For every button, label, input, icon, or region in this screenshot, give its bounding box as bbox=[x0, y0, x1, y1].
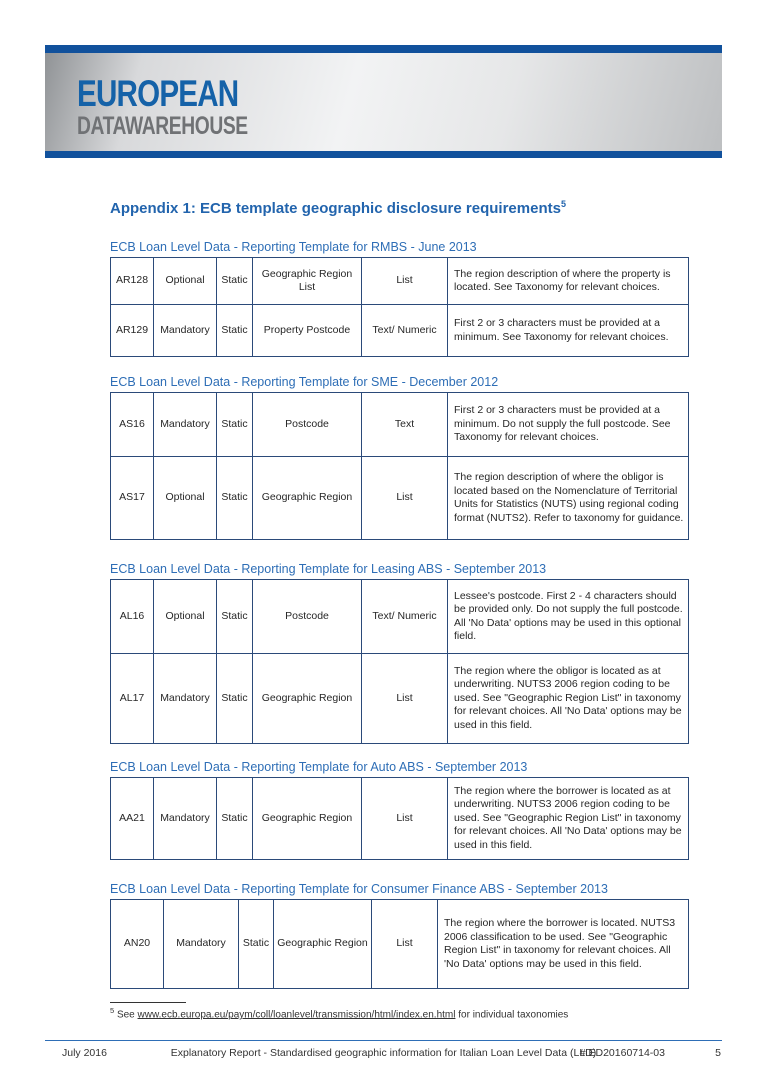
table-consumer-finance-abs bbox=[110, 899, 689, 989]
field-code-cell: AN20 bbox=[111, 900, 164, 989]
table-row bbox=[111, 654, 689, 744]
requirement-cell: Optional bbox=[154, 258, 217, 305]
page-title bbox=[110, 195, 688, 218]
table-row bbox=[111, 258, 689, 305]
requirement-cell: Optional bbox=[154, 580, 217, 654]
page-content bbox=[110, 195, 688, 989]
description-cell: The region description of where the property is located. See Taxonomy for relevant choices. bbox=[448, 258, 689, 305]
field-name-cell: Geographic Region List bbox=[253, 258, 362, 305]
table-row bbox=[111, 305, 689, 357]
table-row bbox=[111, 778, 689, 860]
description-cell: The region where the borrower is located. NUTS3 2006 classification to be used. See "Geographic Region List" in taxonomy for relevant choices. All 'No Data' options may be used in this field. bbox=[438, 900, 689, 989]
table-caption-auto-abs: ECB Loan Level Data - Reporting Template for Auto ABS - September 2013 bbox=[110, 760, 528, 774]
field-name-cell: Geographic Region bbox=[274, 900, 372, 989]
requirement-cell: Mandatory bbox=[154, 654, 217, 744]
requirement-cell: Mandatory bbox=[164, 900, 239, 989]
logo-word-european: EUROPEAN bbox=[77, 73, 239, 114]
field-code-cell: AL17 bbox=[111, 654, 154, 744]
page-title-text: Appendix 1: ECB template geographic disclosure requirements bbox=[110, 200, 561, 217]
update-type-cell: Static bbox=[217, 457, 253, 540]
field-code-cell: AR128 bbox=[111, 258, 154, 305]
update-type-cell: Static bbox=[217, 258, 253, 305]
field-name-cell: Postcode bbox=[253, 393, 362, 457]
data-type-cell: Text/ Numeric bbox=[362, 580, 448, 654]
field-code-cell: AA21 bbox=[111, 778, 154, 860]
description-cell: First 2 or 3 characters must be provided at a minimum. Do not supply the full postcode. See Taxonomy for relevant choices. bbox=[448, 393, 689, 457]
update-type-cell: Static bbox=[239, 900, 274, 989]
field-code-cell: AS17 bbox=[111, 457, 154, 540]
table-rmbs bbox=[110, 257, 689, 357]
description-cell: Lessee's postcode. First 2 - 4 characters should be provided only. Do not supply the full postcode. All 'No Data' options may be used in this optional field. bbox=[448, 580, 689, 654]
table-caption-leasing-abs: ECB Loan Level Data - Reporting Template for Leasing ABS - September 2013 bbox=[110, 562, 547, 576]
table-row bbox=[111, 900, 689, 989]
footnote-text bbox=[110, 1006, 688, 1020]
data-type-cell: List bbox=[362, 778, 448, 860]
footnote-link[interactable]: www.ecb.europa.eu/paym/coll/loanlevel/transmission/html/index.en.html bbox=[137, 1009, 456, 1021]
table-auto-abs bbox=[110, 777, 689, 860]
field-name-cell: Geographic Region bbox=[253, 654, 362, 744]
update-type-cell: Static bbox=[217, 654, 253, 744]
requirement-cell: Mandatory bbox=[154, 778, 217, 860]
update-type-cell: Static bbox=[217, 393, 253, 457]
requirement-cell: Mandatory bbox=[154, 393, 217, 457]
data-type-cell: List bbox=[362, 654, 448, 744]
footer-date: July 2016 bbox=[62, 1047, 107, 1059]
footnote-marker: 5 bbox=[110, 1006, 115, 1015]
field-name-cell: Property Postcode bbox=[253, 305, 362, 357]
data-type-cell: Text/ Numeric bbox=[362, 305, 448, 357]
logo-word-datawarehouse: DATAWAREHOUSE bbox=[77, 112, 248, 140]
table-leasing-abs bbox=[110, 579, 689, 744]
footer-report-title: Explanatory Report - Standardised geographic information for Italian Loan Level Data (LLD) bbox=[170, 1047, 597, 1059]
data-type-cell: List bbox=[362, 457, 448, 540]
footer-document-id: # ED20160714-03 bbox=[579, 1047, 665, 1059]
requirement-cell: Mandatory bbox=[154, 305, 217, 357]
description-cell: The region where the borrower is located as at underwriting. NUTS3 2006 region coding to be used. See "Geographic Region List" in taxonomy for relevant choices. All 'No Data' options may be used in this field. bbox=[448, 778, 689, 860]
field-code-cell: AR129 bbox=[111, 305, 154, 357]
table-row bbox=[111, 393, 689, 457]
table-caption-sme: ECB Loan Level Data - Reporting Template for SME - December 2012 bbox=[110, 375, 499, 389]
table-caption-consumer-finance-abs: ECB Loan Level Data - Reporting Template for Consumer Finance ABS - September 2013 bbox=[110, 882, 608, 896]
data-type-cell: Text bbox=[362, 393, 448, 457]
update-type-cell: Static bbox=[217, 778, 253, 860]
footnote bbox=[110, 1002, 688, 1020]
footer-rule bbox=[45, 1040, 722, 1041]
table-caption-rmbs: ECB Loan Level Data - Reporting Template for RMBS - June 2013 bbox=[110, 240, 477, 254]
description-cell: The region description of where the obligor is located based on the Nomenclature of Territorial Units for Statistics (NUTS) using regional coding format (NUTS2). Refer to taxonomy for guidance. bbox=[448, 457, 689, 540]
data-type-cell: List bbox=[372, 900, 438, 989]
field-name-cell: Postcode bbox=[253, 580, 362, 654]
data-type-cell: List bbox=[362, 258, 448, 305]
table-sme bbox=[110, 392, 689, 540]
table-row bbox=[111, 457, 689, 540]
footnote-suffix: for individual taxonomies bbox=[455, 1009, 569, 1021]
field-code-cell: AS16 bbox=[111, 393, 154, 457]
field-name-cell: Geographic Region bbox=[253, 457, 362, 540]
requirement-cell: Optional bbox=[154, 457, 217, 540]
description-cell: The region where the obligor is located as at underwriting. NUTS3 2006 region coding to be used. See "Geographic Region List" in taxonomy for relevant choices. All 'No Data' options may be used in this field. bbox=[448, 654, 689, 744]
field-code-cell: AL16 bbox=[111, 580, 154, 654]
table-row bbox=[111, 580, 689, 654]
field-name-cell: Geographic Region bbox=[253, 778, 362, 860]
footnote-separator bbox=[110, 1002, 186, 1003]
page-title-footnote-marker: 5 bbox=[560, 199, 566, 209]
update-type-cell: Static bbox=[217, 305, 253, 357]
header-banner bbox=[45, 45, 722, 158]
footnote-prefix: See bbox=[116, 1009, 138, 1021]
update-type-cell: Static bbox=[217, 580, 253, 654]
footer-page-number: 5 bbox=[715, 1047, 721, 1059]
european-datawarehouse-logo bbox=[77, 75, 299, 139]
description-cell: First 2 or 3 characters must be provided at a minimum. See Taxonomy for relevant choices. bbox=[448, 305, 689, 357]
